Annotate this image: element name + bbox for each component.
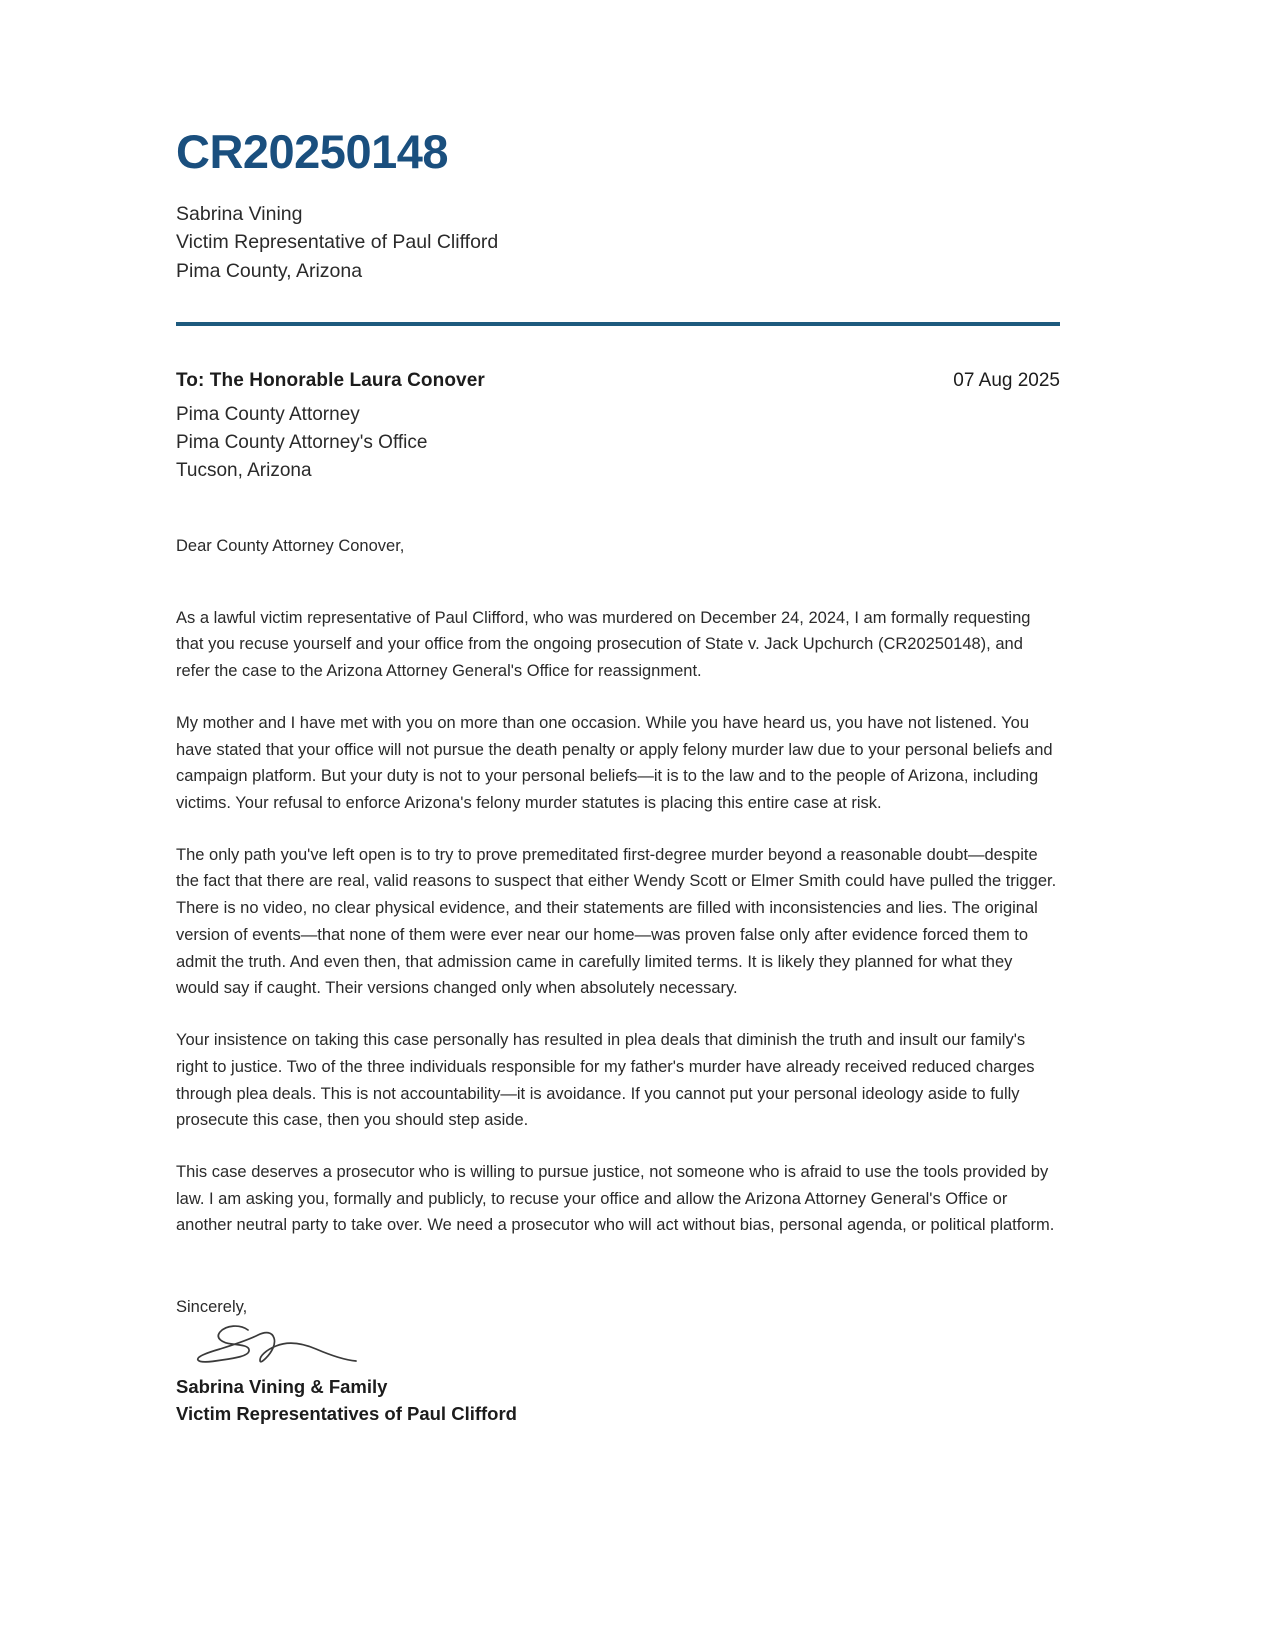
recipient-office: Pima County Attorney's Office: [176, 431, 428, 453]
recipient-row: [176, 370, 1060, 392]
salutation: Dear County Attorney Conover,: [176, 536, 405, 555]
sender-location: Pima County, Arizona: [176, 260, 363, 282]
recipient-block: [176, 401, 1060, 485]
signer-role: Victim Representatives of Paul Clifford: [176, 1402, 517, 1424]
letter-body: [176, 605, 1060, 1239]
body-paragraph: As a lawful victim representative of Paul Clifford, who was murdered on December 24, 2024, I am formally requesting that you recuse yourself and your office from the ongoing prosecution of State v. Jack Upchurch (CR20250148), and refer the case to the Arizona Attorney General's Office for reassignment.: [176, 608, 1031, 681]
letter-date: 07 Aug 2025: [953, 369, 1060, 391]
body-paragraph: My mother and I have met with you on more than one occasion. While you have heard us, you have not listened. You have stated that your office will not pursue the death penalty or apply felony murder law due to your personal beliefs and campaign platform. But your duty is not to your personal beliefs—it is to the law and to the people of Arizona, including victims. Your refusal to enforce Arizona's felony murder statutes is placing this entire case at risk.: [176, 713, 1053, 813]
sender-name: Sabrina Vining: [176, 202, 303, 225]
closing-block: [176, 1295, 1060, 1427]
header-divider: [176, 322, 1060, 326]
recipient-title: Pima County Attorney: [176, 403, 360, 425]
signoff-text: Sincerely,: [176, 1298, 248, 1317]
body-paragraph: This case deserves a prosecutor who is willing to pursue justice, not someone who is afraid to use the tools provided by law. I am asking you, formally and publicly, to recuse your office and allow the Arizona Attorney General's Office or another neutral party to take over. We need a prosecutor who will act without bias, personal agenda, or political platform.: [176, 1162, 1055, 1235]
recipient-city: Tucson, Arizona: [176, 459, 312, 481]
signature-image: [192, 1322, 382, 1368]
letter-content: [176, 0, 1060, 1427]
recipient-to-line: To: The Honorable Laura Conover: [176, 369, 485, 391]
page-title: CR20250148: [176, 125, 448, 178]
body-paragraph: The only path you've left open is to try to prove premeditated first-degree murder beyond a reasonable doubt—despite the fact that there are real, valid reasons to suspect that either Wendy Scott or Elmer Smith could have pulled the trigger. There is no video, no clear physical evidence, and their statements are filled with inconsistencies and lies. The original version of events—that none of them were ever near our home—was proven false only after evidence forced them to admit the truth. And even then, that admission came in carefully limited terms. It is likely they planned for what they would say if caught. Their versions changed only when absolutely necessary.: [176, 845, 1057, 998]
body-paragraph: Your insistence on taking this case personally has resulted in plea deals that diminish the truth and insult our family's right to justice. Two of the three individuals responsible for my father's murder have already received reduced charges through plea deals. This is not accountability—it is avoidance. If you cannot put your personal ideology aside to fully prosecute this case, then you should step aside.: [176, 1031, 1035, 1130]
signer-name: Sabrina Vining & Family: [176, 1375, 388, 1397]
sender-block: [176, 200, 1060, 286]
sender-role: Victim Representative of Paul Clifford: [176, 231, 499, 254]
signer-block: [176, 1374, 1060, 1428]
